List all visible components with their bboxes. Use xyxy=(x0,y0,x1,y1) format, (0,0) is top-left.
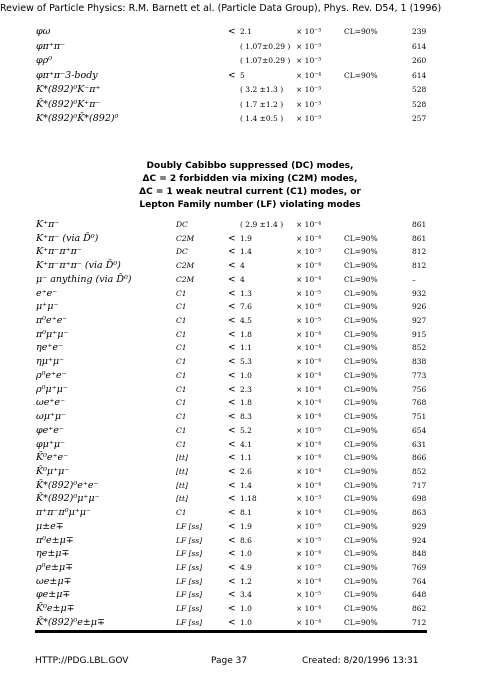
decay-mode-name: K̄⁰μ⁺μ⁻ xyxy=(36,465,70,477)
decay-mode-row xyxy=(0,69,497,83)
fraction-exponent: × 10⁻⁴ xyxy=(296,357,322,367)
fraction-exponent: × 10⁻⁴ xyxy=(296,233,322,243)
decay-mode-name: K̄*(892)⁰e±μ∓ xyxy=(36,616,105,628)
decay-mode-name: ωe±μ∓ xyxy=(36,575,72,587)
confidence-level: CL=90% xyxy=(344,70,378,80)
decay-mode-row xyxy=(0,424,497,438)
mode-class-flag: [tt] xyxy=(176,494,188,504)
momentum-value: 812 xyxy=(412,247,427,257)
decay-mode-row xyxy=(0,314,497,328)
momentum-value: 848 xyxy=(412,549,427,559)
fraction-exponent: × 10⁻³ xyxy=(296,56,322,65)
fraction-exponent: × 10⁻⁴ xyxy=(296,370,322,380)
limit-sign: < xyxy=(228,453,236,464)
confidence-level: CL=90% xyxy=(344,357,378,367)
mode-class-flag: LF [ss] xyxy=(176,563,203,572)
limit-sign: < xyxy=(228,617,236,628)
section-heading-line-2: ΔC = 2 forbidden via mixing (C2M) modes, xyxy=(142,174,358,184)
decay-mode-name: π⁰e⁺e⁻ xyxy=(36,315,68,327)
decay-mode-name: K*(892)⁰K̄*(892)⁰ xyxy=(36,113,119,124)
momentum-value: 756 xyxy=(412,384,427,394)
fraction-value: 2.3 xyxy=(240,384,252,394)
momentum-value: 863 xyxy=(412,508,427,518)
decay-mode-row xyxy=(0,492,497,506)
confidence-level: CL=90% xyxy=(344,27,378,36)
decay-mode-row xyxy=(0,588,497,602)
fraction-value: ( 1.4 ±0.5 ) xyxy=(240,114,284,123)
fraction-exponent: × 10⁻⁴ xyxy=(296,466,322,476)
decay-mode-row xyxy=(0,300,497,314)
limit-sign: < xyxy=(228,316,236,327)
momentum-value: 614 xyxy=(412,70,427,80)
mode-class-flag: C1 xyxy=(176,357,187,367)
limit-sign: < xyxy=(228,494,236,505)
momentum-value: – xyxy=(412,274,416,284)
footer-created: Created: 8/20/1996 13:31 xyxy=(302,656,419,666)
mode-class-flag: LF [ss] xyxy=(176,549,203,559)
confidence-level: CL=90% xyxy=(344,604,378,614)
fraction-exponent: × 10⁻⁴ xyxy=(296,453,322,463)
decay-mode-row xyxy=(0,410,497,424)
limit-sign: < xyxy=(228,27,236,37)
fraction-exponent: × 10⁻³ xyxy=(296,99,322,109)
decay-mode-row xyxy=(0,232,497,246)
momentum-value: 257 xyxy=(412,114,427,123)
footer-page: Page 37 xyxy=(211,656,248,666)
decay-mode-row xyxy=(0,479,497,493)
decay-mode-name: μ⁻ anything (via D̄⁰) xyxy=(36,273,132,285)
fraction-value: 2.1 xyxy=(240,27,252,36)
momentum-value: 866 xyxy=(412,453,427,463)
decay-mode-row xyxy=(0,438,497,452)
confidence-level: CL=90% xyxy=(344,384,378,394)
table-end-rule xyxy=(35,630,427,633)
confidence-level: CL=90% xyxy=(344,302,378,312)
fraction-exponent: × 10⁻⁴ xyxy=(296,617,322,627)
fraction-exponent: × 10⁻⁵ xyxy=(296,288,322,298)
decay-mode-name: ημ⁺μ⁻ xyxy=(36,356,65,368)
decay-mode-row xyxy=(0,273,497,287)
fraction-exponent: × 10⁻⁴ xyxy=(296,329,322,339)
fraction-value: 1.3 xyxy=(240,288,252,298)
fraction-exponent: × 10⁻⁴ xyxy=(296,508,322,518)
mode-class-flag: C1 xyxy=(176,508,187,518)
decay-mode-name: K̄⁰e±μ∓ xyxy=(36,603,75,615)
limit-sign: < xyxy=(228,466,236,477)
momentum-value: 239 xyxy=(412,27,427,36)
limit-sign: < xyxy=(228,343,236,354)
limit-sign: < xyxy=(228,604,236,615)
momentum-value: 631 xyxy=(412,439,427,449)
confidence-level: CL=90% xyxy=(344,494,378,504)
limit-sign: < xyxy=(228,247,236,258)
decay-mode-name: e⁺e⁻ xyxy=(36,287,58,299)
decay-mode-name: ηe⁺e⁻ xyxy=(36,342,63,354)
limit-sign: < xyxy=(228,357,236,368)
fraction-exponent: × 10⁻⁴ xyxy=(296,549,322,559)
fraction-value: ( 1.7 ±1.2 ) xyxy=(240,99,284,109)
decay-mode-row xyxy=(0,83,497,97)
fraction-exponent: × 10⁻⁴ xyxy=(296,261,322,271)
decay-mode-row xyxy=(0,465,497,479)
limit-sign: < xyxy=(228,535,236,546)
decay-mode-row xyxy=(0,616,497,630)
fraction-value: 1.9 xyxy=(240,233,252,243)
decay-mode-name: K̄*(892)⁰K⁺π⁻ xyxy=(36,98,101,110)
limit-sign: < xyxy=(228,508,236,519)
decay-mode-name: π⁰e±μ∓ xyxy=(36,534,74,546)
momentum-value: 768 xyxy=(412,398,427,408)
decay-mode-row xyxy=(0,383,497,397)
momentum-value: 769 xyxy=(412,563,427,572)
limit-sign: < xyxy=(228,425,236,436)
decay-mode-row xyxy=(0,355,497,369)
limit-sign: < xyxy=(228,412,236,423)
fraction-value: 4.5 xyxy=(240,316,252,326)
momentum-value: 751 xyxy=(412,412,427,422)
fraction-value: 4 xyxy=(240,274,245,284)
fraction-exponent: × 10⁻⁵ xyxy=(296,590,322,600)
confidence-level: CL=90% xyxy=(344,261,378,271)
fraction-exponent: × 10⁻⁶ xyxy=(296,302,322,312)
decay-mode-name: K⁺π⁻π⁺π⁻ xyxy=(36,246,82,258)
momentum-value: 929 xyxy=(412,521,427,531)
fraction-exponent: × 10⁻⁴ xyxy=(296,576,322,586)
momentum-value: 764 xyxy=(412,576,427,586)
fraction-value: 1.0 xyxy=(240,604,252,614)
momentum-value: 927 xyxy=(412,316,427,326)
momentum-value: 861 xyxy=(412,220,427,229)
confidence-level: CL=90% xyxy=(344,425,378,435)
momentum-value: 712 xyxy=(412,617,427,627)
decay-mode-row xyxy=(0,534,497,548)
fraction-value: 1.4 xyxy=(240,247,252,257)
confidence-level: CL=90% xyxy=(344,329,378,339)
confidence-level: CL=90% xyxy=(344,549,378,559)
limit-sign: < xyxy=(228,370,236,381)
mode-class-flag: C2M xyxy=(176,274,195,284)
fraction-exponent: × 10⁻⁵ xyxy=(296,316,322,326)
mode-class-flag: C1 xyxy=(176,343,187,353)
decay-mode-row xyxy=(0,40,497,54)
fraction-value: ( 1.07±0.29 ) xyxy=(240,56,291,65)
limit-sign: < xyxy=(228,261,236,272)
decay-mode-name: π⁰μ⁺μ⁻ xyxy=(36,328,69,340)
limit-sign: < xyxy=(228,439,236,450)
fraction-exponent: × 10⁻⁴ xyxy=(296,398,322,408)
decay-mode-row xyxy=(0,451,497,465)
fraction-exponent: × 10⁻⁴ xyxy=(296,220,322,229)
decay-mode-name: K̄⁰e⁺e⁻ xyxy=(36,452,69,464)
fraction-value: 4 xyxy=(240,261,245,271)
decay-mode-name: π⁺π⁻π⁰μ⁺μ⁻ xyxy=(36,507,91,519)
decay-mode-row xyxy=(0,520,497,534)
fraction-value: 5 xyxy=(240,70,245,80)
limit-sign: < xyxy=(228,288,236,299)
fraction-exponent: × 10⁻⁴ xyxy=(296,480,322,490)
fraction-value: 8.3 xyxy=(240,412,252,422)
confidence-level: CL=90% xyxy=(344,590,378,600)
mode-class-flag: LF [ss] xyxy=(176,617,203,627)
limit-sign: < xyxy=(228,590,236,601)
confidence-level: CL=90% xyxy=(344,370,378,380)
momentum-value: 812 xyxy=(412,261,427,271)
decay-mode-name: K⁺π⁻ xyxy=(36,219,60,230)
momentum-value: 862 xyxy=(412,604,427,614)
section-heading-line-1: Doubly Cabibbo suppressed (DC) modes, xyxy=(146,161,354,171)
mode-class-flag: [tt] xyxy=(176,466,188,476)
fraction-exponent: × 10⁻³ xyxy=(296,114,322,123)
decay-mode-name: ωμ⁺μ⁻ xyxy=(36,411,67,423)
mode-class-flag: LF [ss] xyxy=(176,590,203,600)
confidence-level: CL=90% xyxy=(344,535,378,545)
limit-sign: < xyxy=(228,233,236,244)
confidence-level: CL=90% xyxy=(344,398,378,408)
decay-mode-name: μ±e∓ xyxy=(36,520,64,532)
decay-mode-row xyxy=(0,259,497,273)
decay-mode-name: μ⁺μ⁻ xyxy=(36,301,59,313)
limit-sign: < xyxy=(228,480,236,491)
fraction-exponent: × 10⁻³ xyxy=(296,85,322,94)
mode-class-flag: C1 xyxy=(176,329,187,339)
decay-mode-row xyxy=(0,328,497,342)
decay-mode-name: φe⁺e⁻ xyxy=(36,424,64,436)
fraction-value: 1.0 xyxy=(240,549,252,559)
confidence-level: CL=90% xyxy=(344,288,378,298)
decay-mode-name: K⁺π⁻π⁺π⁻ (via D̄⁰) xyxy=(36,260,121,272)
fraction-value: ( 2.9 ±1.4 ) xyxy=(240,220,284,229)
momentum-value: 698 xyxy=(412,494,427,504)
confidence-level: CL=90% xyxy=(344,563,378,572)
momentum-value: 932 xyxy=(412,288,427,298)
header-text: Review of Particle Physics: R.M. Barnett et al. (Particle Data Group), Phys. Rev. D54, 1 (1996) xyxy=(0,3,442,14)
fraction-exponent: × 10⁻³ xyxy=(296,27,322,36)
decay-mode-name: ηe±μ∓ xyxy=(36,548,70,560)
limit-sign: < xyxy=(228,398,236,409)
mode-class-flag: LF [ss] xyxy=(176,576,203,586)
momentum-value: 852 xyxy=(412,466,427,476)
mode-class-flag: C1 xyxy=(176,398,187,408)
fraction-value: 1.0 xyxy=(240,617,252,627)
fraction-exponent: × 10⁻⁵ xyxy=(296,563,322,572)
decay-mode-name: K*(892)⁰K⁻π⁺ xyxy=(36,84,101,95)
decay-mode-name: K̄*(892)⁰μ⁺μ⁻ xyxy=(36,493,100,505)
fraction-value: 1.8 xyxy=(240,398,252,408)
fraction-value: 4.1 xyxy=(240,439,252,449)
momentum-value: 528 xyxy=(412,85,427,94)
mode-class-flag: DC xyxy=(176,220,188,229)
decay-mode-name: φe±μ∓ xyxy=(36,589,71,601)
momentum-value: 838 xyxy=(412,357,427,367)
fraction-exponent: × 10⁻³ xyxy=(296,247,322,257)
confidence-level: CL=90% xyxy=(344,466,378,476)
decay-mode-name: ρ⁰e⁺e⁻ xyxy=(36,369,67,381)
momentum-value: 260 xyxy=(412,56,427,65)
fraction-value: 1.2 xyxy=(240,576,252,586)
momentum-value: 861 xyxy=(412,233,427,243)
fraction-exponent: × 10⁻⁴ xyxy=(296,343,322,353)
confidence-level: CL=90% xyxy=(344,453,378,463)
limit-sign: < xyxy=(228,563,236,573)
decay-mode-name: K̄*(892)⁰e⁺e⁻ xyxy=(36,479,99,491)
fraction-exponent: × 10⁻³ xyxy=(296,41,322,51)
fraction-value: 5.2 xyxy=(240,425,252,435)
limit-sign: < xyxy=(228,302,236,313)
momentum-value: 528 xyxy=(412,99,427,109)
decay-mode-row xyxy=(0,602,497,616)
fraction-value: 1.1 xyxy=(240,453,252,463)
fraction-value: 1.18 xyxy=(240,494,257,504)
mode-class-flag: LF [ss] xyxy=(176,535,203,545)
fraction-value: 8.6 xyxy=(240,535,252,545)
mode-class-flag: C1 xyxy=(176,316,187,326)
mode-class-flag: C2M xyxy=(176,233,195,243)
decay-mode-name: φω xyxy=(36,26,51,37)
fraction-value: 1.1 xyxy=(240,343,252,353)
decay-mode-row xyxy=(0,561,497,575)
confidence-level: CL=90% xyxy=(344,508,378,518)
mode-class-flag: C1 xyxy=(176,302,187,312)
mode-class-flag: C1 xyxy=(176,384,187,394)
confidence-level: CL=90% xyxy=(344,233,378,243)
mode-class-flag: C1 xyxy=(176,412,187,422)
fraction-exponent: × 10⁻⁴ xyxy=(296,70,322,80)
fraction-value: 3.4 xyxy=(240,590,252,600)
momentum-value: 654 xyxy=(412,425,427,435)
fraction-value: ( 1.07±0.29 ) xyxy=(240,41,291,51)
decay-mode-row xyxy=(0,98,497,112)
momentum-value: 773 xyxy=(412,370,427,380)
fraction-value: 1.9 xyxy=(240,521,252,531)
decay-mode-row xyxy=(0,575,497,589)
fraction-exponent: × 10⁻⁵ xyxy=(296,535,322,545)
decay-mode-row xyxy=(0,547,497,561)
fraction-value: 5.3 xyxy=(240,357,252,367)
decay-mode-name: ωe⁺e⁻ xyxy=(36,397,66,409)
confidence-level: CL=90% xyxy=(344,521,378,531)
momentum-value: 926 xyxy=(412,302,427,312)
decay-mode-row xyxy=(0,25,497,39)
fraction-value: ( 3.2 ±1.3 ) xyxy=(240,85,284,94)
momentum-value: 614 xyxy=(412,41,427,51)
limit-sign: < xyxy=(228,70,236,81)
decay-mode-name: φπ⁺π⁻ xyxy=(36,40,66,52)
limit-sign: < xyxy=(228,576,236,587)
fraction-value: 1.4 xyxy=(240,480,252,490)
fraction-value: 8.1 xyxy=(240,508,252,518)
momentum-value: 915 xyxy=(412,329,427,339)
fraction-value: 4.9 xyxy=(240,563,252,572)
decay-mode-row xyxy=(0,369,497,383)
mode-class-flag: C2M xyxy=(176,261,195,271)
confidence-level: CL=90% xyxy=(344,247,378,257)
section-heading-line-4: Lepton Family number (LF) violating modes xyxy=(139,200,361,210)
decay-mode-row xyxy=(0,287,497,301)
mode-class-flag: LF [ss] xyxy=(176,521,203,531)
section-heading-line-3: ΔC = 1 weak neutral current (C1) modes, or xyxy=(139,187,361,197)
fraction-exponent: × 10⁻³ xyxy=(296,494,322,504)
fraction-exponent: × 10⁻⁵ xyxy=(296,521,322,531)
mode-class-flag: LF [ss] xyxy=(176,604,203,614)
decay-mode-name: φπ⁺π⁻3-body xyxy=(36,69,98,81)
confidence-level: CL=90% xyxy=(344,316,378,326)
decay-mode-row xyxy=(0,396,497,410)
limit-sign: < xyxy=(228,274,236,285)
fraction-exponent: × 10⁻⁴ xyxy=(296,439,322,449)
decay-mode-row xyxy=(0,341,497,355)
fraction-value: 1.0 xyxy=(240,370,252,380)
fraction-exponent: × 10⁻⁴ xyxy=(296,274,322,284)
momentum-value: 852 xyxy=(412,343,427,353)
fraction-value: 2.6 xyxy=(240,466,252,476)
mode-class-flag: [tt] xyxy=(176,453,188,463)
confidence-level: CL=90% xyxy=(344,439,378,449)
decay-mode-row xyxy=(0,245,497,259)
decay-mode-row xyxy=(0,54,497,68)
momentum-value: 924 xyxy=(412,535,427,545)
decay-mode-name: K⁺π⁻ (via D̄⁰) xyxy=(36,232,99,244)
fraction-exponent: × 10⁻⁴ xyxy=(296,604,322,614)
fraction-exponent: × 10⁻⁴ xyxy=(296,412,322,422)
fraction-exponent: × 10⁻⁴ xyxy=(296,384,322,394)
decay-mode-name: φμ⁺μ⁻ xyxy=(36,438,66,450)
confidence-level: CL=90% xyxy=(344,617,378,627)
limit-sign: < xyxy=(228,384,236,395)
momentum-value: 648 xyxy=(412,590,427,600)
decay-mode-row xyxy=(0,506,497,520)
confidence-level: CL=90% xyxy=(344,343,378,353)
confidence-level: CL=90% xyxy=(344,576,378,586)
mode-class-flag: C1 xyxy=(176,439,187,449)
confidence-level: CL=90% xyxy=(344,412,378,422)
decay-mode-name: ρ⁰e±μ∓ xyxy=(36,562,74,573)
momentum-value: 717 xyxy=(412,480,427,490)
footer-url: HTTP://PDG.LBL.GOV xyxy=(35,656,129,666)
section-heading xyxy=(95,160,405,212)
confidence-level: CL=90% xyxy=(344,274,378,284)
decay-mode-name: ρ⁰μ⁺μ⁻ xyxy=(36,383,68,395)
decay-mode-name: φρ⁰ xyxy=(36,55,53,66)
fraction-value: 1.8 xyxy=(240,329,252,339)
mode-class-flag: DC xyxy=(176,247,188,257)
mode-class-flag: [tt] xyxy=(176,480,188,490)
decay-mode-row xyxy=(0,218,497,232)
limit-sign: < xyxy=(228,521,236,532)
fraction-value: 7.6 xyxy=(240,302,252,312)
mode-class-flag: C1 xyxy=(176,425,187,435)
limit-sign: < xyxy=(228,549,236,560)
fraction-exponent: × 10⁻⁵ xyxy=(296,425,322,435)
decay-mode-row xyxy=(0,112,497,126)
confidence-level: CL=90% xyxy=(344,480,378,490)
mode-class-flag: C1 xyxy=(176,288,187,298)
mode-class-flag: C1 xyxy=(176,370,187,380)
limit-sign: < xyxy=(228,329,236,340)
